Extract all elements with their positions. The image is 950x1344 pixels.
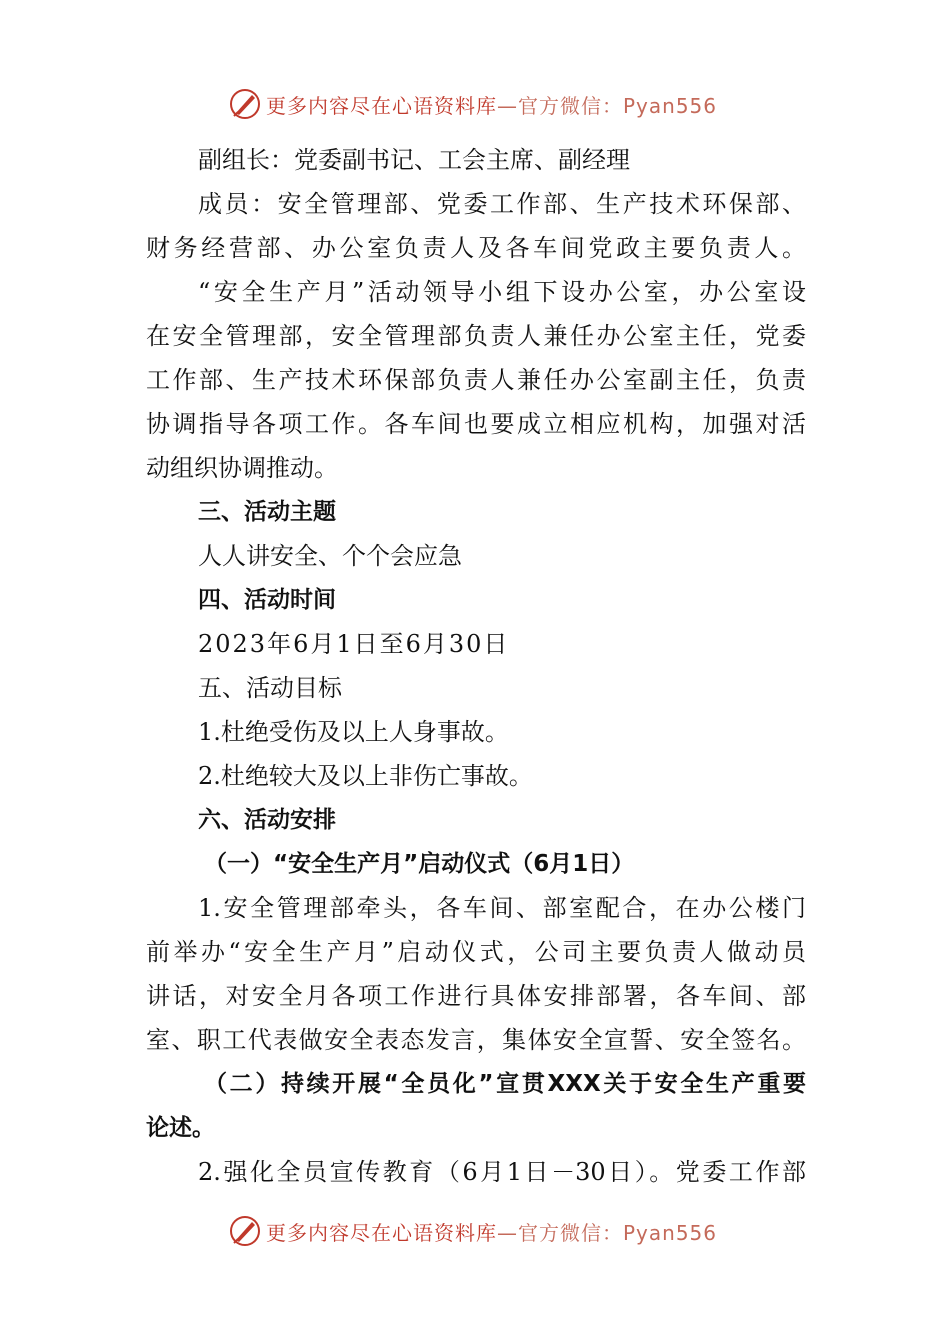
text-line: 2.强化全员宣传教育（6月1日－30日）。党委工作部 bbox=[198, 1158, 806, 1186]
text-line: 室、职工代表做安全表态发言，集体安全宣誓、安全签名。 bbox=[146, 1026, 806, 1054]
text-line: 2.杜绝较大及以上非伤亡事故。 bbox=[198, 762, 533, 790]
text-line: 工作部、生产技术环保部负责人兼任办公室副主任，负责 bbox=[146, 366, 806, 394]
watermark-contact-text: —官方微信：Pyan556 bbox=[497, 1220, 718, 1245]
section-heading: 三、活动主题 bbox=[198, 499, 336, 525]
text-line: 动组织协调推动。 bbox=[146, 454, 338, 482]
text-line: 1.杜绝受伤及以上人身事故。 bbox=[198, 718, 509, 746]
subsection-heading: （一）“安全生产月”启动仪式（6月1日） bbox=[204, 851, 635, 877]
section-heading: 四、活动时间 bbox=[198, 587, 336, 613]
text-line: 讲话，对安全月各项工作进行具体安排部署，各车间、部 bbox=[146, 982, 806, 1010]
watermark-contact-text: —官方微信：Pyan556 bbox=[497, 93, 718, 118]
text-line: “安全生产月”活动领导小组下设办公室，办公室设 bbox=[198, 278, 806, 306]
pen-logo-icon bbox=[228, 1214, 262, 1248]
text-line: 成员：安全管理部、党委工作部、生产技术环保部、 bbox=[198, 190, 806, 218]
text-line: 协调指导各项工作。各车间也要成立相应机构，加强对活 bbox=[146, 410, 806, 438]
text-line: 人人讲安全、个个会应急 bbox=[198, 542, 462, 570]
text-line: 在安全管理部，安全管理部负责人兼任办公室主任，党委 bbox=[146, 322, 806, 350]
text-line: 2023年6月1日至6月30日 bbox=[198, 630, 510, 658]
watermark-main-text: 更多内容尽在心语资料库 bbox=[266, 93, 497, 118]
watermark-bottom bbox=[228, 1211, 717, 1251]
watermark-main-text: 更多内容尽在心语资料库 bbox=[266, 1220, 497, 1245]
section-heading: 六、活动安排 bbox=[198, 807, 336, 833]
text-line: 财务经营部、办公室负责人及各车间党政主要负责人。 bbox=[146, 234, 806, 262]
text-line: 1.安全管理部牵头，各车间、部室配合，在办公楼门 bbox=[198, 894, 806, 922]
subsection-heading: 论述。 bbox=[146, 1115, 215, 1141]
text-line: 副组长：党委副书记、工会主席、副经理 bbox=[198, 146, 630, 174]
section-heading: 五、活动目标 bbox=[198, 674, 342, 702]
watermark-top bbox=[228, 84, 717, 124]
text-line: 前举办“安全生产月”启动仪式，公司主要负责人做动员 bbox=[146, 938, 806, 966]
subsection-heading: （二）持续开展“全员化”宣贯XXX关于安全生产重要 bbox=[204, 1071, 806, 1097]
pen-logo-icon bbox=[228, 87, 262, 121]
